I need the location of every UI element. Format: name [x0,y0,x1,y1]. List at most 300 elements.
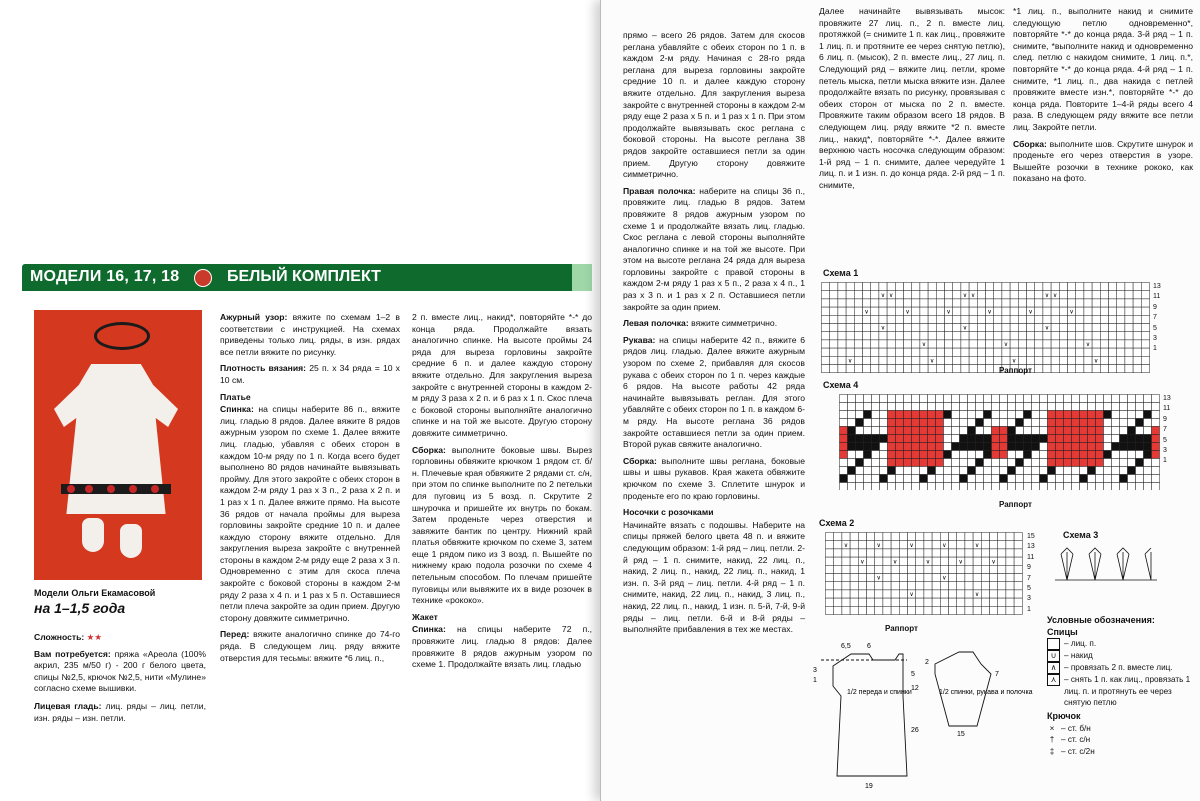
left-front-text: вяжите симметрично. [691,318,778,329]
grid-cell [904,324,912,332]
grid-cell [1072,435,1080,443]
grid-cell [883,598,891,606]
stitch-symbol: ∨ [987,308,992,316]
grid-cell [976,395,984,403]
grid-cell [1104,403,1112,411]
grid-cell [858,606,866,614]
grid-cell [1064,475,1072,483]
grid-cell [1100,348,1108,356]
grid-cell [856,427,864,435]
grid-cell [830,356,838,364]
grid-cell [864,467,872,475]
grid-cell [916,606,924,614]
grid-cell [969,299,977,307]
grid-cell [965,533,973,541]
grid-cell [1014,582,1022,590]
grid-cell [1064,467,1072,475]
grid-cell [1096,443,1104,451]
grid-cell [883,549,891,557]
grid-cell [920,324,928,332]
grid-cell [944,395,952,403]
openwork-text: вяжите по схемам 1–2 в соответствии с инструкцией. На схемах приведены только лиц. ряды, в изн. рядах все петли вяжите по рисунку. [220,312,400,357]
grid-cell [830,365,838,373]
grid-cell [944,483,952,491]
grid-cell [838,340,846,348]
grid-cell [1084,324,1092,332]
grid-cell [920,443,928,451]
grid-cell [1000,395,1008,403]
grid-cell [953,348,961,356]
grid-cell [822,365,830,373]
grid-cell [1125,332,1133,340]
grid-cell [863,332,871,340]
grid-cell [863,291,871,299]
grid-cell [1016,411,1024,419]
grid-cell [1092,332,1100,340]
grid-cell [1051,356,1059,364]
grid-cell [880,395,888,403]
grid-cell [846,291,854,299]
grid-cell [1035,356,1043,364]
grid-cell [1027,356,1035,364]
grid-cell [888,411,896,419]
grid-cell [1092,340,1100,348]
grid-cell [864,451,872,459]
grid-cell [920,395,928,403]
grid-cell [887,315,895,323]
grid-cell [848,419,856,427]
grid-cell [949,549,957,557]
grid-cell [994,291,1002,299]
grid-cell [912,324,920,332]
grid-cell [977,356,985,364]
grid-cell [888,451,896,459]
grid-cell [904,291,912,299]
grid-cell [1109,348,1117,356]
grid-cell [904,443,912,451]
sleeves-text: на спицы наберите 42 п., вяжите 6 рядов лиц. гладью. Далее вяжите ажурным узором по схеме 2, прибавляя для скосов рукава с обеих сторон по 1 п. через каждые 6 рядов. На высоте работы 42 ряда начинайте вывязывать реглан. Для этого убавляйте с обеих сторон по 1 п. в каждом 6-м ряду. На высоте реглана 36 рядов закройте оставшиеся петли за один прием. Второй рукав свяжите аналогично. [623,334,806,450]
grid-cell [1104,475,1112,483]
grid-cell [976,475,984,483]
grid-cell [1002,315,1010,323]
grid-cell [953,340,961,348]
grid-cell [944,403,952,411]
right-column-3 [1013,6,1193,190]
grid-cell [960,435,968,443]
grid-cell [965,557,973,565]
grid-cell [960,411,968,419]
grid-cell [920,451,928,459]
stitch-symbol: ∨ [942,541,947,549]
grid-cell [998,557,1006,565]
grid-cell [920,411,928,419]
grid-cell [1014,541,1022,549]
grid-cell [1144,435,1152,443]
schema-2-grid [825,532,1025,618]
grid-cell [1040,475,1048,483]
grid-cell [1152,403,1160,411]
grid-cell [1043,315,1051,323]
grid-cell [1016,459,1024,467]
grid-cell [1024,427,1032,435]
grid-cell [848,395,856,403]
grid-cell [895,365,903,373]
product-photo [34,310,202,580]
grid-cell [895,332,903,340]
grid-cell [1100,307,1108,315]
grid-cell [1104,483,1112,491]
grid-cell [834,557,842,565]
grid-cell [1092,315,1100,323]
grid-cell [969,340,977,348]
grid-cell [932,574,940,582]
grid-cell [1136,427,1144,435]
grid-cell [854,332,862,340]
grid-cell [830,324,838,332]
grid-cell [1084,348,1092,356]
grid-cell [1002,283,1010,291]
grid-cell [986,340,994,348]
grid-cell [920,467,928,475]
grid-cell [1084,356,1092,364]
grid-cell [1059,324,1067,332]
grid-cell [1092,307,1100,315]
grid-cell [871,324,879,332]
grid-cell [944,443,952,451]
grid-cell [1056,459,1064,467]
grid-cell [1117,307,1125,315]
grid-cell [838,365,846,373]
grid-cell [840,467,848,475]
grid-cell [1128,483,1136,491]
grid-cell [932,590,940,598]
grid-cell [944,459,952,467]
grid-cell [990,565,998,573]
grid-cell [928,467,936,475]
grid-cell [1125,356,1133,364]
schema-1-rapport: Раппорт [999,366,1032,375]
grid-cell [1064,403,1072,411]
grid-cell [846,365,854,373]
grid-cell [1141,315,1149,323]
grid-cell [1068,324,1076,332]
grid-cell [1006,590,1014,598]
grid-cell [998,549,1006,557]
grid-cell [1027,332,1035,340]
grid-cell [1120,411,1128,419]
grid-cell [875,533,883,541]
grid-cell [1152,467,1160,475]
grid-cell [940,549,948,557]
grid-cell [1043,365,1051,373]
grid-cell [912,403,920,411]
grid-cell [965,574,973,582]
grid-cell [854,340,862,348]
grid-cell [899,541,907,549]
grid-cell [1068,291,1076,299]
density-label: Плотность вязания: [220,363,307,374]
stitch-symbol: ∨ [942,574,947,582]
grid-cell [949,590,957,598]
grid-cell [880,459,888,467]
grid-cell [936,451,944,459]
grid-cell [1035,315,1043,323]
grid-cell [1112,403,1120,411]
grid-cell [895,324,903,332]
grid-cell [1059,340,1067,348]
grid-cell [891,574,899,582]
grid-cell [977,291,985,299]
grid-cell [981,541,989,549]
grid-cell [1010,299,1018,307]
grid-cell [1109,291,1117,299]
grid-cell [1144,475,1152,483]
jacket-assembly-text: выполните швы реглана, боковые швы и швы рукавов. Края жакета обвяжите крючком по схеме 3. Сплетите шнурок и проденьте его по краю горловины. [623,455,805,501]
grid-cell [863,365,871,373]
grid-cell [1100,283,1108,291]
grid-cell [1024,419,1032,427]
grid-cell [957,541,965,549]
grid-cell [899,598,907,606]
grid-cell [986,348,994,356]
grid-cell [1080,419,1088,427]
grid-cell [1068,340,1076,348]
grid-cell [1076,324,1084,332]
grid-cell [1136,411,1144,419]
grid-cell [961,365,969,373]
dress-embroidery-band [61,484,171,494]
grid-cell [1152,411,1160,419]
grid-cell [856,395,864,403]
grid-cell [864,419,872,427]
grid-cell [960,427,968,435]
grid-cell [977,365,985,373]
knit-stitch-icon [1047,638,1060,650]
grid-cell [953,332,961,340]
grid-cell [875,582,883,590]
grid-cell [961,356,969,364]
grid-cell [1040,459,1048,467]
grid-cell [1000,427,1008,435]
stitch-symbol: ∨ [876,574,882,582]
grid-cell [912,467,920,475]
grid-cell [1010,340,1018,348]
grid-cell [871,365,879,373]
grid-cell [1084,299,1092,307]
grid-cell [896,451,904,459]
grid-cell [1040,419,1048,427]
grid-cell [1128,419,1136,427]
grid-cell [830,291,838,299]
grid-cell [977,340,985,348]
grid-cell [856,483,864,491]
grid-cell [826,533,834,541]
grid-cell [888,475,896,483]
stitch-symbol: ∨ [892,558,898,566]
grid-cell [822,332,830,340]
grid-cell [891,565,899,573]
grid-cell [908,533,916,541]
grid-cell [872,443,880,451]
socks-text: Начинайте вязать с подошвы. Наберите на спицы пряжей белого цвета 48 п. и вяжите следующим образом: 1-й ряд – лиц. петли. 2-й ряд – 1 п. снимите, накид, 22 лиц. п., накид, 2 лиц. п., накид, 22 лиц. п., накид, 1 изн. п. 3-й ряд – лиц. петли. 4-й ряд – 1 п. снимите, накид, 22 лиц. п., накид, 3 лиц. п., накид, 22 лиц. п., накид, 1 изн. п. 5-й, 7-й, 9-й ряды – лиц. петли. 6-й и 8-й ряды – выполняйте прибавления в тех же местах. [623,519,805,635]
grid-cell [973,565,981,573]
dim-10: 7 [995,671,999,678]
grid-cell [1010,307,1018,315]
grid-cell [858,574,866,582]
grid-cell [891,606,899,614]
grid-cell [826,582,834,590]
banner-models: МОДЕЛИ 16, 17, 18 [30,268,180,285]
grid-cell [1141,332,1149,340]
grid-cell [968,395,976,403]
grid-cell [871,332,879,340]
grid-cell [838,307,846,315]
grid-cell [1109,365,1117,373]
grid-cell [858,598,866,606]
grid-cell [899,582,907,590]
grid-cell [990,533,998,541]
schema-3-title: Схема 3 [1063,530,1099,540]
grid-cell [1064,459,1072,467]
legend-item: ⋏ – снять 1 п. как лиц., провязать 1 лиц. п. и протянуть ее через снятую петлю [1047,674,1197,709]
stitch-symbol: ∨ [888,291,894,299]
grid-cell [928,291,936,299]
grid-cell [863,348,871,356]
grid-cell [1088,427,1096,435]
grid-cell [1016,395,1024,403]
grid-cell [961,299,969,307]
grid-cell [1008,395,1016,403]
dim-6: 12 [911,685,919,692]
dim-5: 5 [911,671,915,678]
grid-cell [912,411,920,419]
grid-cell [871,283,879,291]
grid-cell [1008,443,1016,451]
grid-cell [840,459,848,467]
grid-cell [879,315,887,323]
grid-cell [1133,307,1141,315]
grid-cell [1024,411,1032,419]
grid-cell [1032,475,1040,483]
grid-cell [968,435,976,443]
schema-2-rapport: Раппорт [885,624,918,633]
grid-cell [984,467,992,475]
grid-cell [1000,451,1008,459]
grid-cell [1014,598,1022,606]
grid-cell [1000,403,1008,411]
grid-cell [1117,283,1125,291]
grid-cell [880,467,888,475]
grid-cell [840,475,848,483]
grid-cell [976,435,984,443]
grid-cell [1088,395,1096,403]
grid-cell [961,283,969,291]
grid-cell [896,467,904,475]
grid-cell [932,606,940,614]
grid-cell [928,403,936,411]
grid-cell [994,324,1002,332]
grid-cell [1024,467,1032,475]
grid-cell [928,395,936,403]
grid-cell [895,307,903,315]
grid-cell [1112,435,1120,443]
grid-cell [1051,315,1059,323]
grid-cell [887,332,895,340]
grid-cell [1100,332,1108,340]
grid-cell [952,427,960,435]
stitch-symbol: ∨ [925,558,931,566]
grid-cell [965,606,973,614]
grid-cell [1064,419,1072,427]
grid-cell [916,549,924,557]
grid-cell [1032,459,1040,467]
skp-icon: ⋏ [1047,674,1060,686]
grid-cell [883,565,891,573]
grid-cell [840,435,848,443]
grid-cell [1051,307,1059,315]
grid-cell [998,541,1006,549]
grid-cell [1035,291,1043,299]
grid-cell [960,419,968,427]
grid-cell [968,467,976,475]
grid-cell [1051,332,1059,340]
grid-cell [928,365,936,373]
grid-cell [875,557,883,565]
grid-cell [953,356,961,364]
grid-cell [1084,332,1092,340]
grid-cell [1027,340,1035,348]
grid-cell [830,340,838,348]
grid-cell [880,411,888,419]
grid-cell [850,557,858,565]
sleeves-label: Рукава: [623,334,656,345]
grid-cell [888,403,896,411]
dim-11: 15 [957,731,965,738]
grid-cell [1112,475,1120,483]
grid-cell [896,443,904,451]
grid-cell [834,598,842,606]
grid-cell [1018,307,1026,315]
grid-cell [1018,315,1026,323]
grid-cell [1016,403,1024,411]
grid-cell [888,419,896,427]
grid-cell [976,451,984,459]
grid-cell [953,315,961,323]
grid-cell [994,315,1002,323]
grid-cell [973,533,981,541]
grid-cell [936,475,944,483]
grid-cell [887,365,895,373]
grid-cell [968,451,976,459]
grid-cell [952,411,960,419]
grid-cell [916,541,924,549]
grid-cell [867,549,875,557]
grid-cell [850,533,858,541]
grid-cell [904,395,912,403]
grid-cell [968,427,976,435]
grid-cell [952,467,960,475]
grid-cell [990,574,998,582]
grid-cell [994,348,1002,356]
jacket-back-label: Спинка: [412,624,446,635]
grid-cell [916,574,924,582]
grid-cell [992,467,1000,475]
grid-cell [854,315,862,323]
grid-cell [846,348,854,356]
grid-cell [867,557,875,565]
grid-cell [880,483,888,491]
grid-cell [1040,443,1048,451]
